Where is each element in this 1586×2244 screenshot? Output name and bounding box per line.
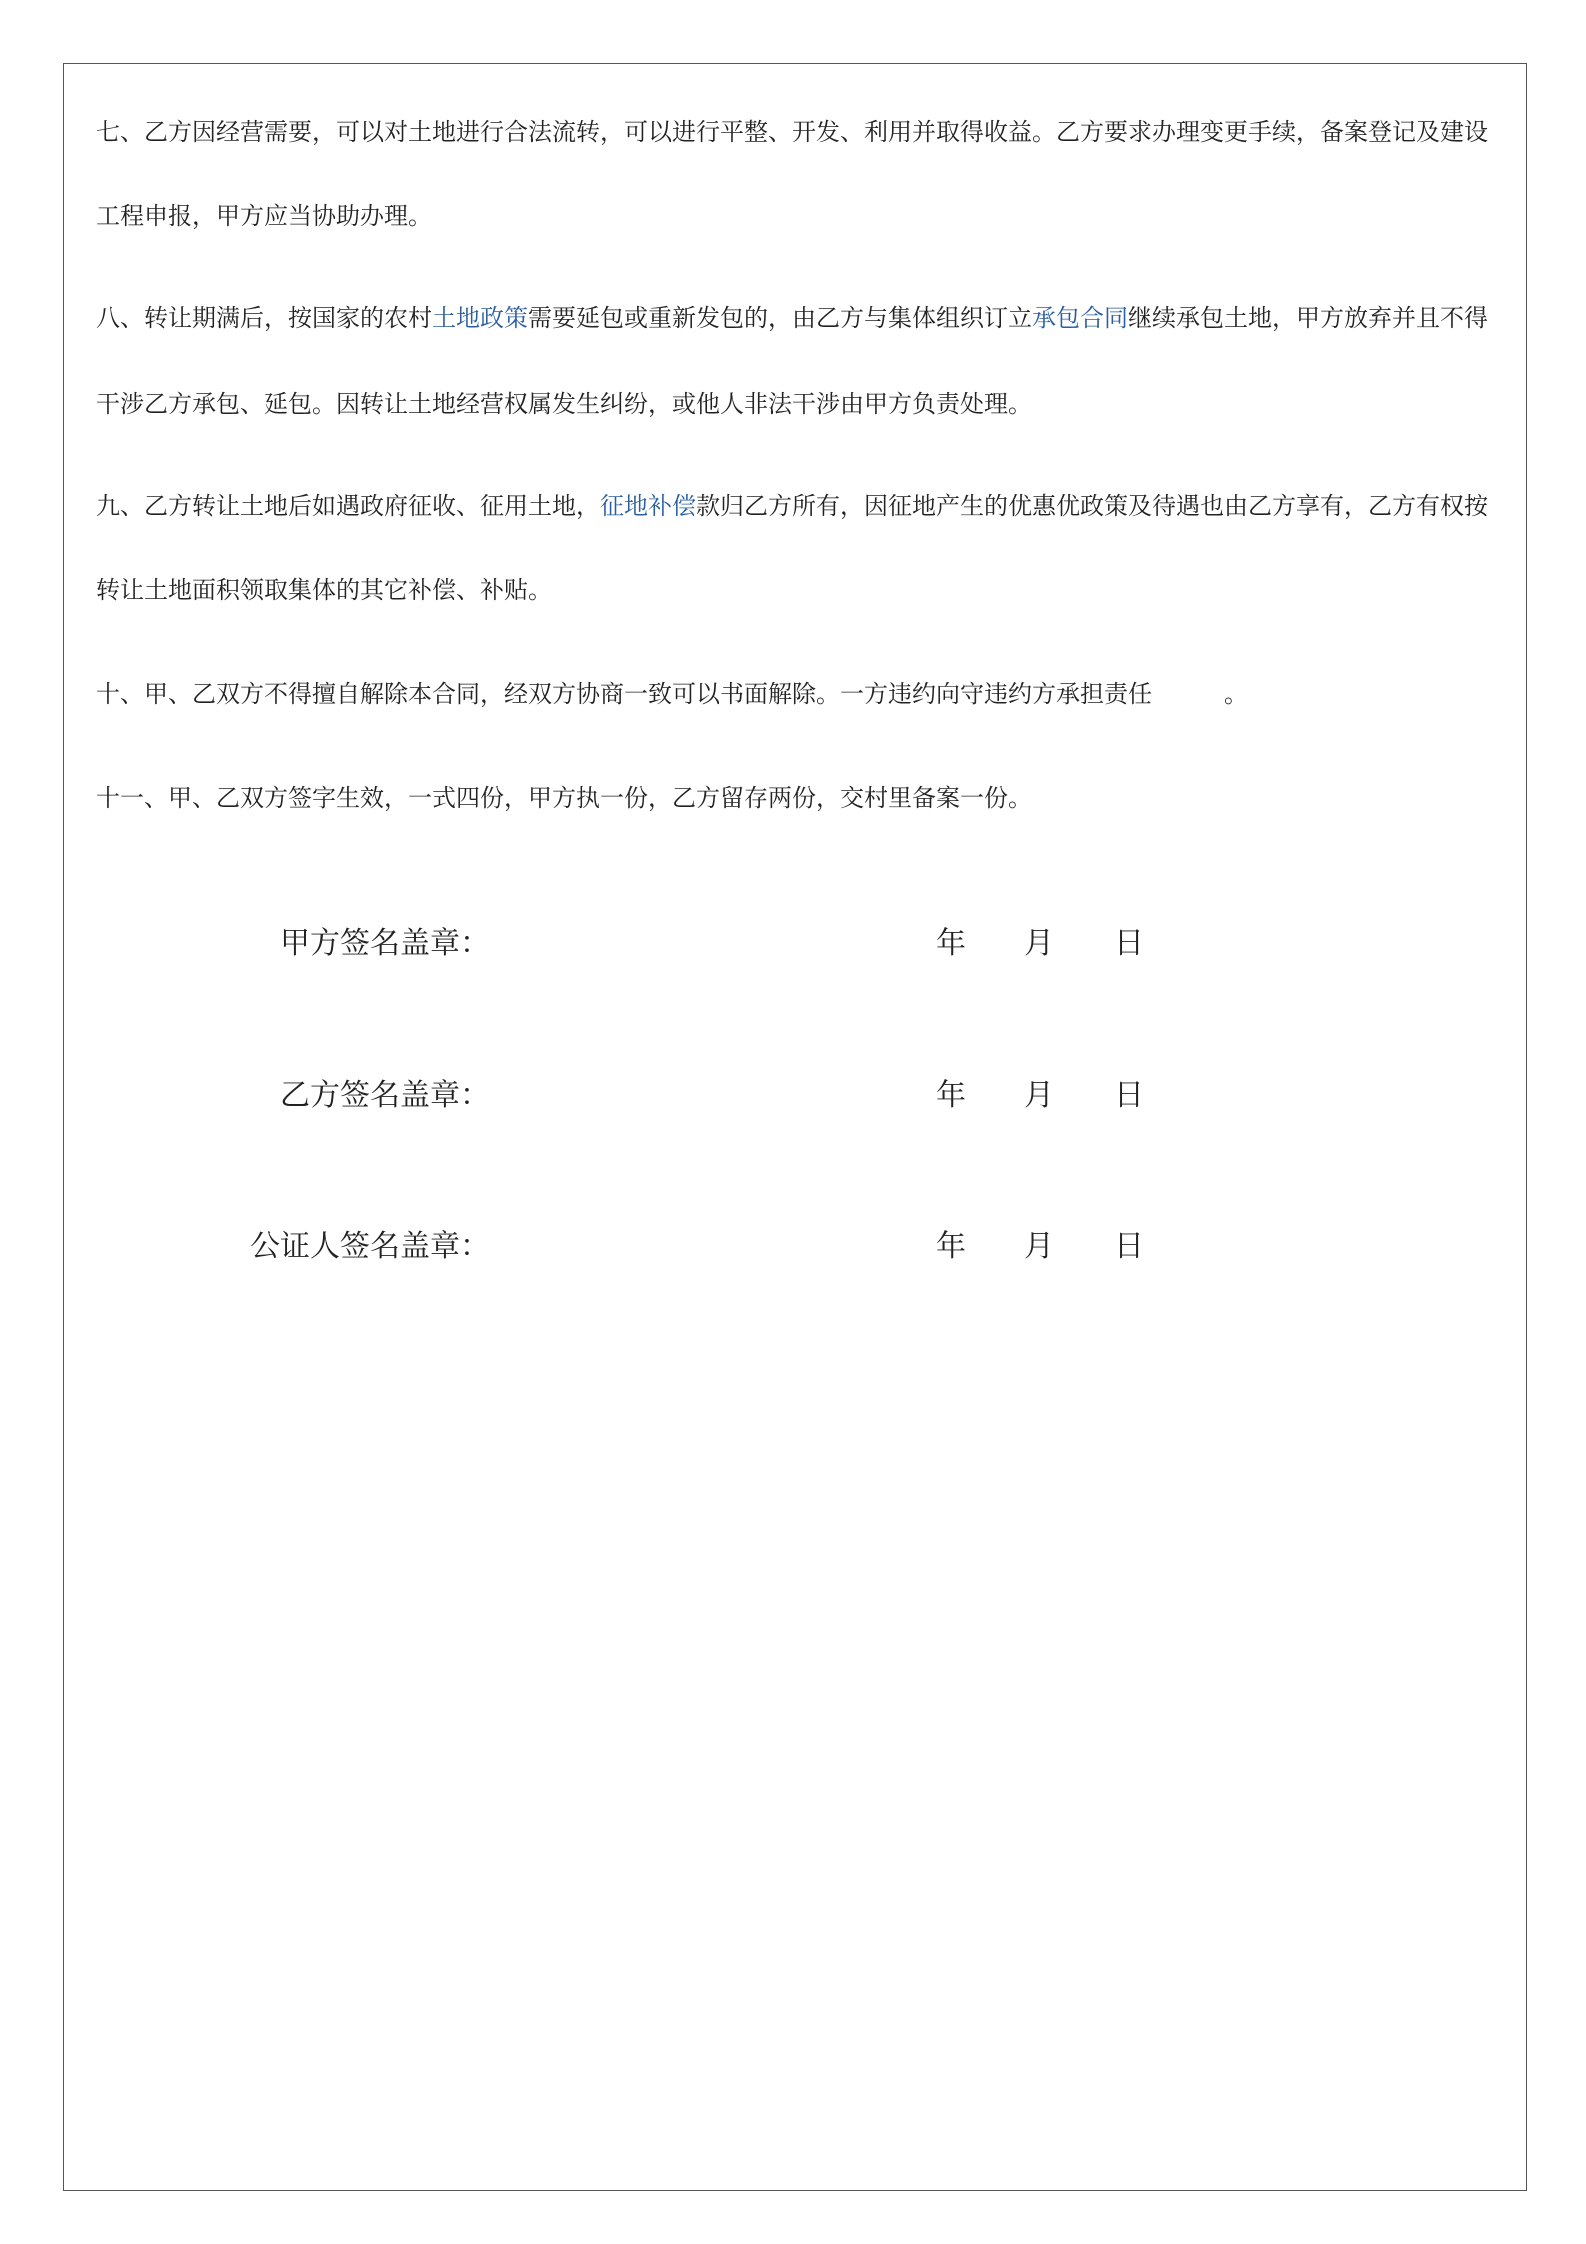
date-year: 年 <box>936 1078 966 1113</box>
clause-text: 干涉乙方承包、延包。因转让土地经营权属发生纠纷，或他人非法干涉由甲方负责处理。 <box>96 390 1032 418</box>
date-day: 日 <box>1114 1078 1144 1113</box>
clause-text: 九、乙方转让土地后如遇政府征收、征用土地， <box>96 492 600 520</box>
clause-line <box>96 204 432 228</box>
date-year: 年 <box>936 1229 966 1264</box>
document-frame <box>63 63 1527 2191</box>
clause-text: 工程申报，甲方应当协助办理。 <box>96 202 432 230</box>
land-policy-link[interactable]: 土地政策 <box>432 304 528 332</box>
clause-line <box>96 682 1248 706</box>
signature-label: 甲方签名盖章： <box>280 926 490 961</box>
clause-text: 十、甲、乙双方不得擅自解除本合同，经双方协商一致可以书面解除。一方违约向守违约方承担责任 。 <box>96 680 1248 708</box>
date-day: 日 <box>1114 1229 1144 1264</box>
clause-line <box>96 306 1488 330</box>
date-day: 日 <box>1114 926 1144 961</box>
clause-line <box>96 392 1032 416</box>
compensation-link[interactable]: 征地补偿 <box>600 492 696 520</box>
clause-text: 十一、甲、乙双方签字生效，一式四份，甲方执一份，乙方留存两份，交村里备案一份。 <box>96 784 1032 812</box>
signature-label: 乙方签名盖章： <box>280 1078 490 1113</box>
clause-text: 七、乙方因经营需要，可以对土地进行合法流转，可以进行平整、开发、利用并取得收益。乙方要求办理变更手续，备案登记及建设 <box>96 118 1488 146</box>
clause-text: 转让土地面积领取集体的其它补偿、补贴。 <box>96 576 552 604</box>
clause-text: 继续承包土地，甲方放弃并且不得 <box>1128 304 1488 332</box>
clause-line <box>96 120 1488 144</box>
clause-text: 八、转让期满后，按国家的农村 <box>96 304 432 332</box>
date-month: 月 <box>1024 926 1054 961</box>
clause-line <box>96 786 1032 810</box>
signature-label: 公证人签名盖章： <box>250 1229 490 1264</box>
contract-link[interactable]: 承包合同 <box>1032 304 1128 332</box>
date-year: 年 <box>936 926 966 961</box>
date-month: 月 <box>1024 1078 1054 1113</box>
clause-line <box>96 578 552 602</box>
clause-text: 款归乙方所有，因征地产生的优惠优政策及待遇也由乙方享有，乙方有权按 <box>696 492 1488 520</box>
clause-line <box>96 494 1488 518</box>
clause-text: 需要延包或重新发包的，由乙方与集体组织订立 <box>528 304 1032 332</box>
date-month: 月 <box>1024 1229 1054 1264</box>
